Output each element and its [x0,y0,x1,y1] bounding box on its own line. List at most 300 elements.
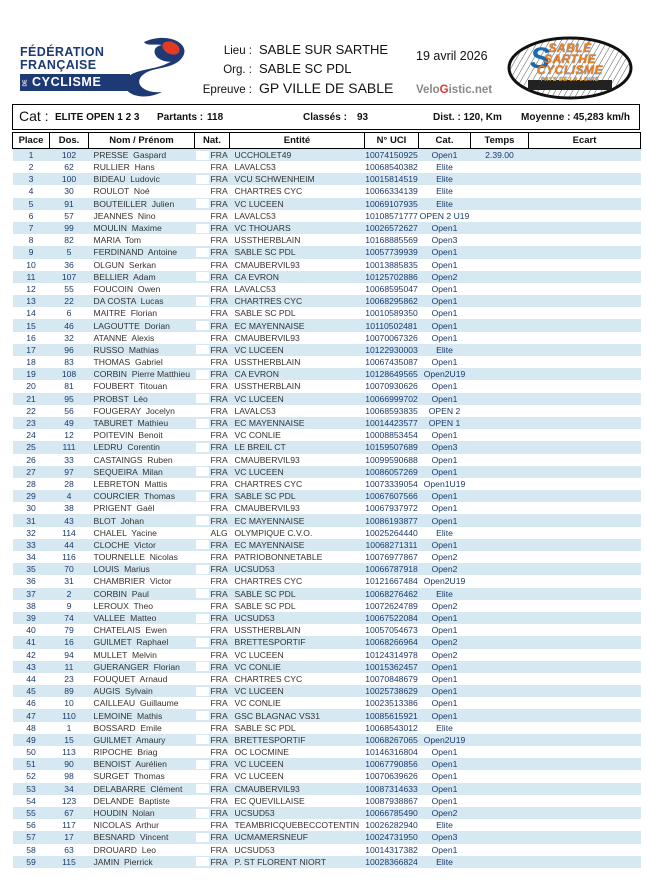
cell-nat: FRA [195,588,230,600]
cell-name: RIPOCHE Briag [93,747,158,758]
cell-dos: 44 [64,539,74,550]
cell-dos: 89 [64,686,74,697]
epreuve-row [190,80,410,96]
cell-uci: 10025738629 [365,686,418,697]
cell-temps [471,563,529,575]
cell-uci: 10069107935 [365,198,418,209]
cell-ecart [529,393,641,405]
cell-ent: OLYMPIQUE C.V.O. [234,527,313,538]
table-row [13,856,641,868]
cell-uci: 10066785490 [365,808,418,819]
cyclist-swirl-icon [114,36,196,105]
table-row [13,405,641,417]
table-row [13,417,641,429]
table-row [13,356,641,368]
cell-ent: P. ST FLORENT NIORT [234,856,327,867]
cell-place: 26 [26,454,36,465]
flag-placeholder-icon [196,662,209,671]
flag-placeholder-icon [196,674,209,683]
cell-nat: FRA [195,417,230,429]
cell-place: 51 [26,759,36,770]
cell-dos: 113 [62,747,76,758]
cell-nat: FRA [195,271,230,283]
cell-nat: FRA [195,319,230,331]
cell-dos: 4 [66,491,72,502]
cell-nat: FRA [195,307,230,319]
cell-nat: FRA [195,466,230,478]
sable-sarthe-cyclisme-logo [506,36,634,100]
cell-name: ATANNE Alexis [93,332,155,343]
table-row [13,466,641,478]
cell-dos: 1 [66,722,72,733]
cell-ecart [529,722,641,734]
cell-dos: 70 [64,564,74,575]
cell-dos: 38 [64,503,74,514]
table-row [13,770,641,782]
cell-name: CORBIN Pierre Matthieu [93,369,190,380]
cell-dos: 99 [64,223,74,234]
cell-ecart [529,295,641,307]
cell-dos: 74 [64,613,74,624]
cell-place: 23 [26,418,36,429]
epreuve-value: GP VILLE DE SABLE [259,80,394,96]
cell-place: 13 [26,296,36,307]
cell-ent: CHARTRES CYC [234,576,303,587]
column-header-dos: Dos. [50,133,89,149]
cell-dos: 23 [64,673,74,684]
cell-ent: CMAUBERVIL93 [234,259,300,270]
cell-nat: FRA [195,514,230,526]
cell-dos: 63 [64,844,74,855]
cell-name: BOSSARD Emile [93,722,162,733]
table-row [13,600,641,612]
cell-name: THOMAS Gabriel [93,357,163,368]
cell-cat: Open2U19 [423,369,466,380]
cell-dos: 16 [64,637,74,648]
cell-place: 29 [26,491,36,502]
cell-cat: Open1 [431,844,458,855]
cell-nat: FRA [195,649,230,661]
cell-name: CHALEL Yacine [93,527,157,538]
cell-place: 37 [26,588,36,599]
cell-place: 58 [26,844,36,855]
cell-nat: FRA [195,600,230,612]
club-logo-text [506,43,634,84]
velogistic-post: istic.net [448,84,493,96]
cell-cat: Open1 [431,308,458,319]
cell-uci: 10168885569 [365,235,418,246]
cell-temps [471,770,529,782]
cell-dos: 100 [61,174,77,185]
flag-placeholder-icon [196,577,209,586]
table-row [13,685,641,697]
cell-place: 34 [26,552,36,563]
cell-ent: LAVALC53 [234,210,276,221]
cell-nat: FRA [195,405,230,417]
table-row [13,624,641,636]
cell-ent: CHARTRES CYC [234,478,303,489]
cell-ent: VC LUCEEN [234,198,284,209]
cell-dos: 49 [64,418,74,429]
cell-dos: 2 [66,588,72,599]
cell-cat: Open2 [431,552,458,563]
cell-temps [471,551,529,563]
cell-uci: 10110502481 [365,320,418,331]
cell-ecart [529,624,641,636]
table-row [13,514,641,526]
cell-temps [471,673,529,685]
cell-cat: Elite [436,344,453,355]
flag-placeholder-icon [196,382,209,391]
table-row [13,563,641,575]
cell-place: 1 [28,150,34,160]
cell-ecart [529,319,641,331]
cell-ecart [529,429,641,441]
table-row [13,295,641,307]
table-row [13,429,641,441]
cell-ent: CMAUBERVIL93 [234,503,300,514]
cell-place: 18 [26,357,36,368]
cell-temps [471,222,529,234]
cell-nat: FRA [195,807,230,819]
column-header-name: Nom / Prénom [89,133,195,149]
flag-placeholder-icon [196,187,209,196]
cell-name: MAITRE Florian [93,308,158,319]
table-row [13,246,641,258]
table-row [13,332,641,344]
cell-place: 16 [26,332,36,343]
cell-ent: PATRIOBONNETABLE [234,552,323,563]
cell-dos: 116 [62,552,76,563]
cell-cat: Open1 [431,661,458,672]
cell-ecart [529,575,641,587]
cell-place: 4 [28,186,34,197]
cell-uci: 10068276462 [365,588,418,599]
cell-dos: 115 [62,856,76,867]
cell-uci: 10087314633 [365,783,418,794]
cell-ent: VC CONLIE [234,661,281,672]
cell-uci: 10070930626 [365,381,418,392]
cell-temps [471,185,529,197]
cell-nat: FRA [195,393,230,405]
cell-nat: FRA [195,222,230,234]
cat-label: Cat : [19,108,49,124]
cell-temps [471,612,529,624]
cell-nat: FRA [195,746,230,758]
cell-dos: 62 [64,162,74,173]
cell-place: 31 [26,515,36,526]
flag-placeholder-icon [196,833,209,842]
cell-ecart [529,356,641,368]
race-info [190,42,410,100]
cell-ecart [529,368,641,380]
cell-temps [471,746,529,758]
cell-place: 17 [26,344,36,355]
cell-place: 59 [26,856,36,867]
cell-uci: 10070848679 [365,673,418,684]
cell-dos: 98 [64,771,74,782]
cell-name: GUILMET Raphael [93,637,169,648]
cell-name: GUERANGER Florian [93,661,180,672]
cell-dos: 90 [64,759,74,770]
cell-dos: 9 [66,600,72,611]
cell-ecart [529,746,641,758]
flag-placeholder-icon [196,589,209,598]
partants-label: Partants : [157,112,204,123]
cell-temps [471,173,529,185]
results-table [12,132,641,868]
cell-temps [471,588,529,600]
cell-place: 2 [28,162,34,173]
flag-placeholder-icon [196,211,209,220]
cell-nat: FRA [195,722,230,734]
cell-place: 10 [26,259,36,270]
cell-name: DELABARRE Clément [93,783,183,794]
flag-placeholder-icon [196,699,209,708]
flag-placeholder-icon [196,504,209,513]
cell-ecart [529,661,641,673]
cell-cat: Open2 [431,637,458,648]
cell-dos: 33 [64,454,74,465]
cell-ecart [529,173,641,185]
cell-cat: Open2 [431,649,458,660]
cell-ent: VCU SCHWENHEIM [234,174,315,185]
cell-cat: Open1 [431,515,458,526]
cell-cat: Elite [436,186,453,197]
cell-name: CORBIN Paul [93,588,149,599]
cell-cat: Open1 [431,673,458,684]
cell-place: 44 [26,673,36,684]
cell-nat: FRA [195,173,230,185]
cell-name: MARIA Tom [93,235,142,246]
cell-nat: FRA [195,551,230,563]
cell-cat: Open1 [431,783,458,794]
cell-ent: SABLE SC PDL [234,600,296,611]
cell-nat: FRA [195,575,230,587]
cell-dos: 34 [64,783,74,794]
cell-name: FOUBERT Titouan [93,381,168,392]
cell-uci: 10128649565 [365,369,418,380]
cell-cat: Open1 [431,357,458,368]
classes-value: 93 [357,112,369,123]
cell-uci: 10073339054 [365,478,418,489]
cell-dos: 10 [64,698,74,709]
cell-place: 47 [26,710,36,721]
ffc-line1: FÉDÉRATION [20,45,105,59]
cell-uci: 10068540382 [365,162,418,173]
cell-name: POITEVIN Benoit [93,430,163,441]
cell-nat: FRA [195,819,230,831]
cell-uci: 10026282940 [365,820,418,831]
table-row [13,441,641,453]
cell-uci: 10015362457 [365,661,418,672]
cell-nat: FRA [195,831,230,843]
cell-temps [471,807,529,819]
flag-placeholder-icon [196,540,209,549]
cell-temps [471,685,529,697]
table-row [13,344,641,356]
cell-name: BIDEAU Ludovic [93,174,160,185]
cell-ecart [529,271,641,283]
cell-name: ROULOT Noé [93,186,150,197]
table-row [13,478,641,490]
cell-ecart [529,222,641,234]
cell-nat: FRA [195,295,230,307]
cell-cat: Open1 [431,771,458,782]
cell-cat: Open1 [431,759,458,770]
cell-cat: Open1 [431,430,458,441]
cell-ecart [529,588,641,600]
table-row [13,454,641,466]
cell-uci: 10014317382 [365,844,418,855]
flag-placeholder-icon [196,601,209,610]
cell-ent: UCSUD53 [234,613,275,624]
cell-dos: 107 [61,271,77,282]
cell-ecart [529,831,641,843]
cell-uci: 10068543012 [365,722,418,733]
cell-uci: 10121667484 [365,576,418,587]
flag-placeholder-icon [196,406,209,415]
cell-ecart [529,332,641,344]
cell-place: 57 [26,832,36,843]
cell-ent: VC LUCEEN [234,771,284,782]
table-row [13,649,641,661]
cell-temps [471,356,529,368]
cell-name: JEANNES Nino [93,210,156,221]
cell-uci: 10087938867 [365,795,418,806]
cell-place: 9 [28,247,34,258]
velogistic-pre: Velo [416,84,440,96]
cell-uci: 10057739939 [365,247,418,258]
table-row [13,588,641,600]
cell-temps [471,295,529,307]
cell-ecart [529,307,641,319]
flag-placeholder-icon [196,809,209,818]
table-row [13,161,641,173]
cell-name: BELLIER Adam [93,271,156,282]
cell-name: SURGET Thomas [93,771,165,782]
cell-cat: Open1 [431,503,458,514]
cell-cat: Elite [436,588,453,599]
cell-ent: VC CONLIE [234,698,281,709]
cell-uci: 10099590688 [365,454,418,465]
cell-ent: VC CONLIE [234,430,281,441]
cell-place: 45 [26,686,36,697]
table-row [13,709,641,721]
cell-place: 11 [26,271,36,282]
column-header-ecart: Ecart [529,133,641,149]
cell-place: 40 [26,625,36,636]
cell-ent: LAVALC53 [234,162,276,173]
cell-cat: Elite [436,162,453,173]
flag-placeholder-icon [196,711,209,720]
cell-uci: 10066334139 [365,186,418,197]
cell-cat: Open1 [431,710,458,721]
flag-placeholder-icon [196,260,209,269]
cell-ent: UCSUD53 [234,844,275,855]
cell-place: 5 [28,198,34,209]
cell-ecart [529,417,641,429]
cell-uci: 10124314978 [365,649,418,660]
cell-dos: 114 [62,527,76,538]
cell-uci: 10026572627 [365,223,418,234]
cell-ent: VC LUCEEN [234,466,284,477]
cell-cat: Elite [436,198,453,209]
ffc-de: DE [22,79,29,87]
cell-nat: FRA [195,661,230,673]
table-row [13,173,641,185]
cell-ecart [529,612,641,624]
cell-name: BLOT Johan [93,515,144,526]
cell-nat: FRA [195,198,230,210]
ffc-line2: FRANÇAISE [20,58,97,72]
flag-placeholder-icon [196,614,209,623]
cell-name: CHAMBRIER Victor [93,576,172,587]
cell-temps [471,234,529,246]
cell-nat: FRA [195,758,230,770]
cell-name: VALLEE Matteo [93,613,157,624]
table-row [13,210,641,222]
flag-placeholder-icon [196,516,209,525]
cell-name: AUGIS Sylvain [93,686,153,697]
cell-temps [471,600,529,612]
cell-cat: Elite [436,856,453,867]
cell-ent: USSTHERBLAIN [234,357,301,368]
cell-name: LEDRU Corentin [93,442,160,453]
flag-placeholder-icon [196,479,209,488]
cell-ent: CA EVRON [234,369,279,380]
cell-place: 22 [26,405,36,416]
cell-ecart [529,819,641,831]
cell-name: TABURET Mathieu [93,418,169,429]
cell-dos: 11 [64,661,74,672]
cell-uci: 10014423577 [365,418,418,429]
cell-uci: 10068266964 [365,637,418,648]
cell-ent: LE BREIL CT [234,442,286,453]
cell-ecart [529,502,641,514]
org-label: Org. : [223,64,252,76]
cell-uci: 10067937972 [365,503,418,514]
cell-ent: VC LUCEEN [234,344,284,355]
cell-nat: FRA [195,783,230,795]
cell-cat: Open1 [431,283,458,294]
org-value: SABLE SC PDL [259,61,352,76]
cell-uci: 10066999702 [365,393,418,404]
cell-ecart [529,441,641,453]
cell-uci: 10068267065 [365,734,418,745]
cell-cat: Open1 [431,539,458,550]
cell-dos: 91 [64,198,74,209]
cell-ecart [529,636,641,648]
cell-ent: SABLE SC PDL [234,308,296,319]
cell-name: MOULIN Maxime [93,223,162,234]
cell-temps [471,795,529,807]
cell-temps [471,441,529,453]
cell-cat: Elite [436,174,453,185]
cell-uci: 10066787918 [365,564,418,575]
average-speed-value: Moyenne : 45,283 km/h [521,112,630,123]
cell-uci: 10085615921 [365,710,418,721]
velogistic-wordmark [416,84,492,96]
cell-place: 56 [26,820,36,831]
flag-placeholder-icon [196,284,209,293]
cell-place: 55 [26,808,36,819]
cell-cat: OPEN 2 U19 [419,210,470,221]
table-row [13,527,641,539]
cell-cat: OPEN 2 [428,405,461,416]
cell-ecart [529,514,641,526]
cell-cat: Open1 [431,466,458,477]
